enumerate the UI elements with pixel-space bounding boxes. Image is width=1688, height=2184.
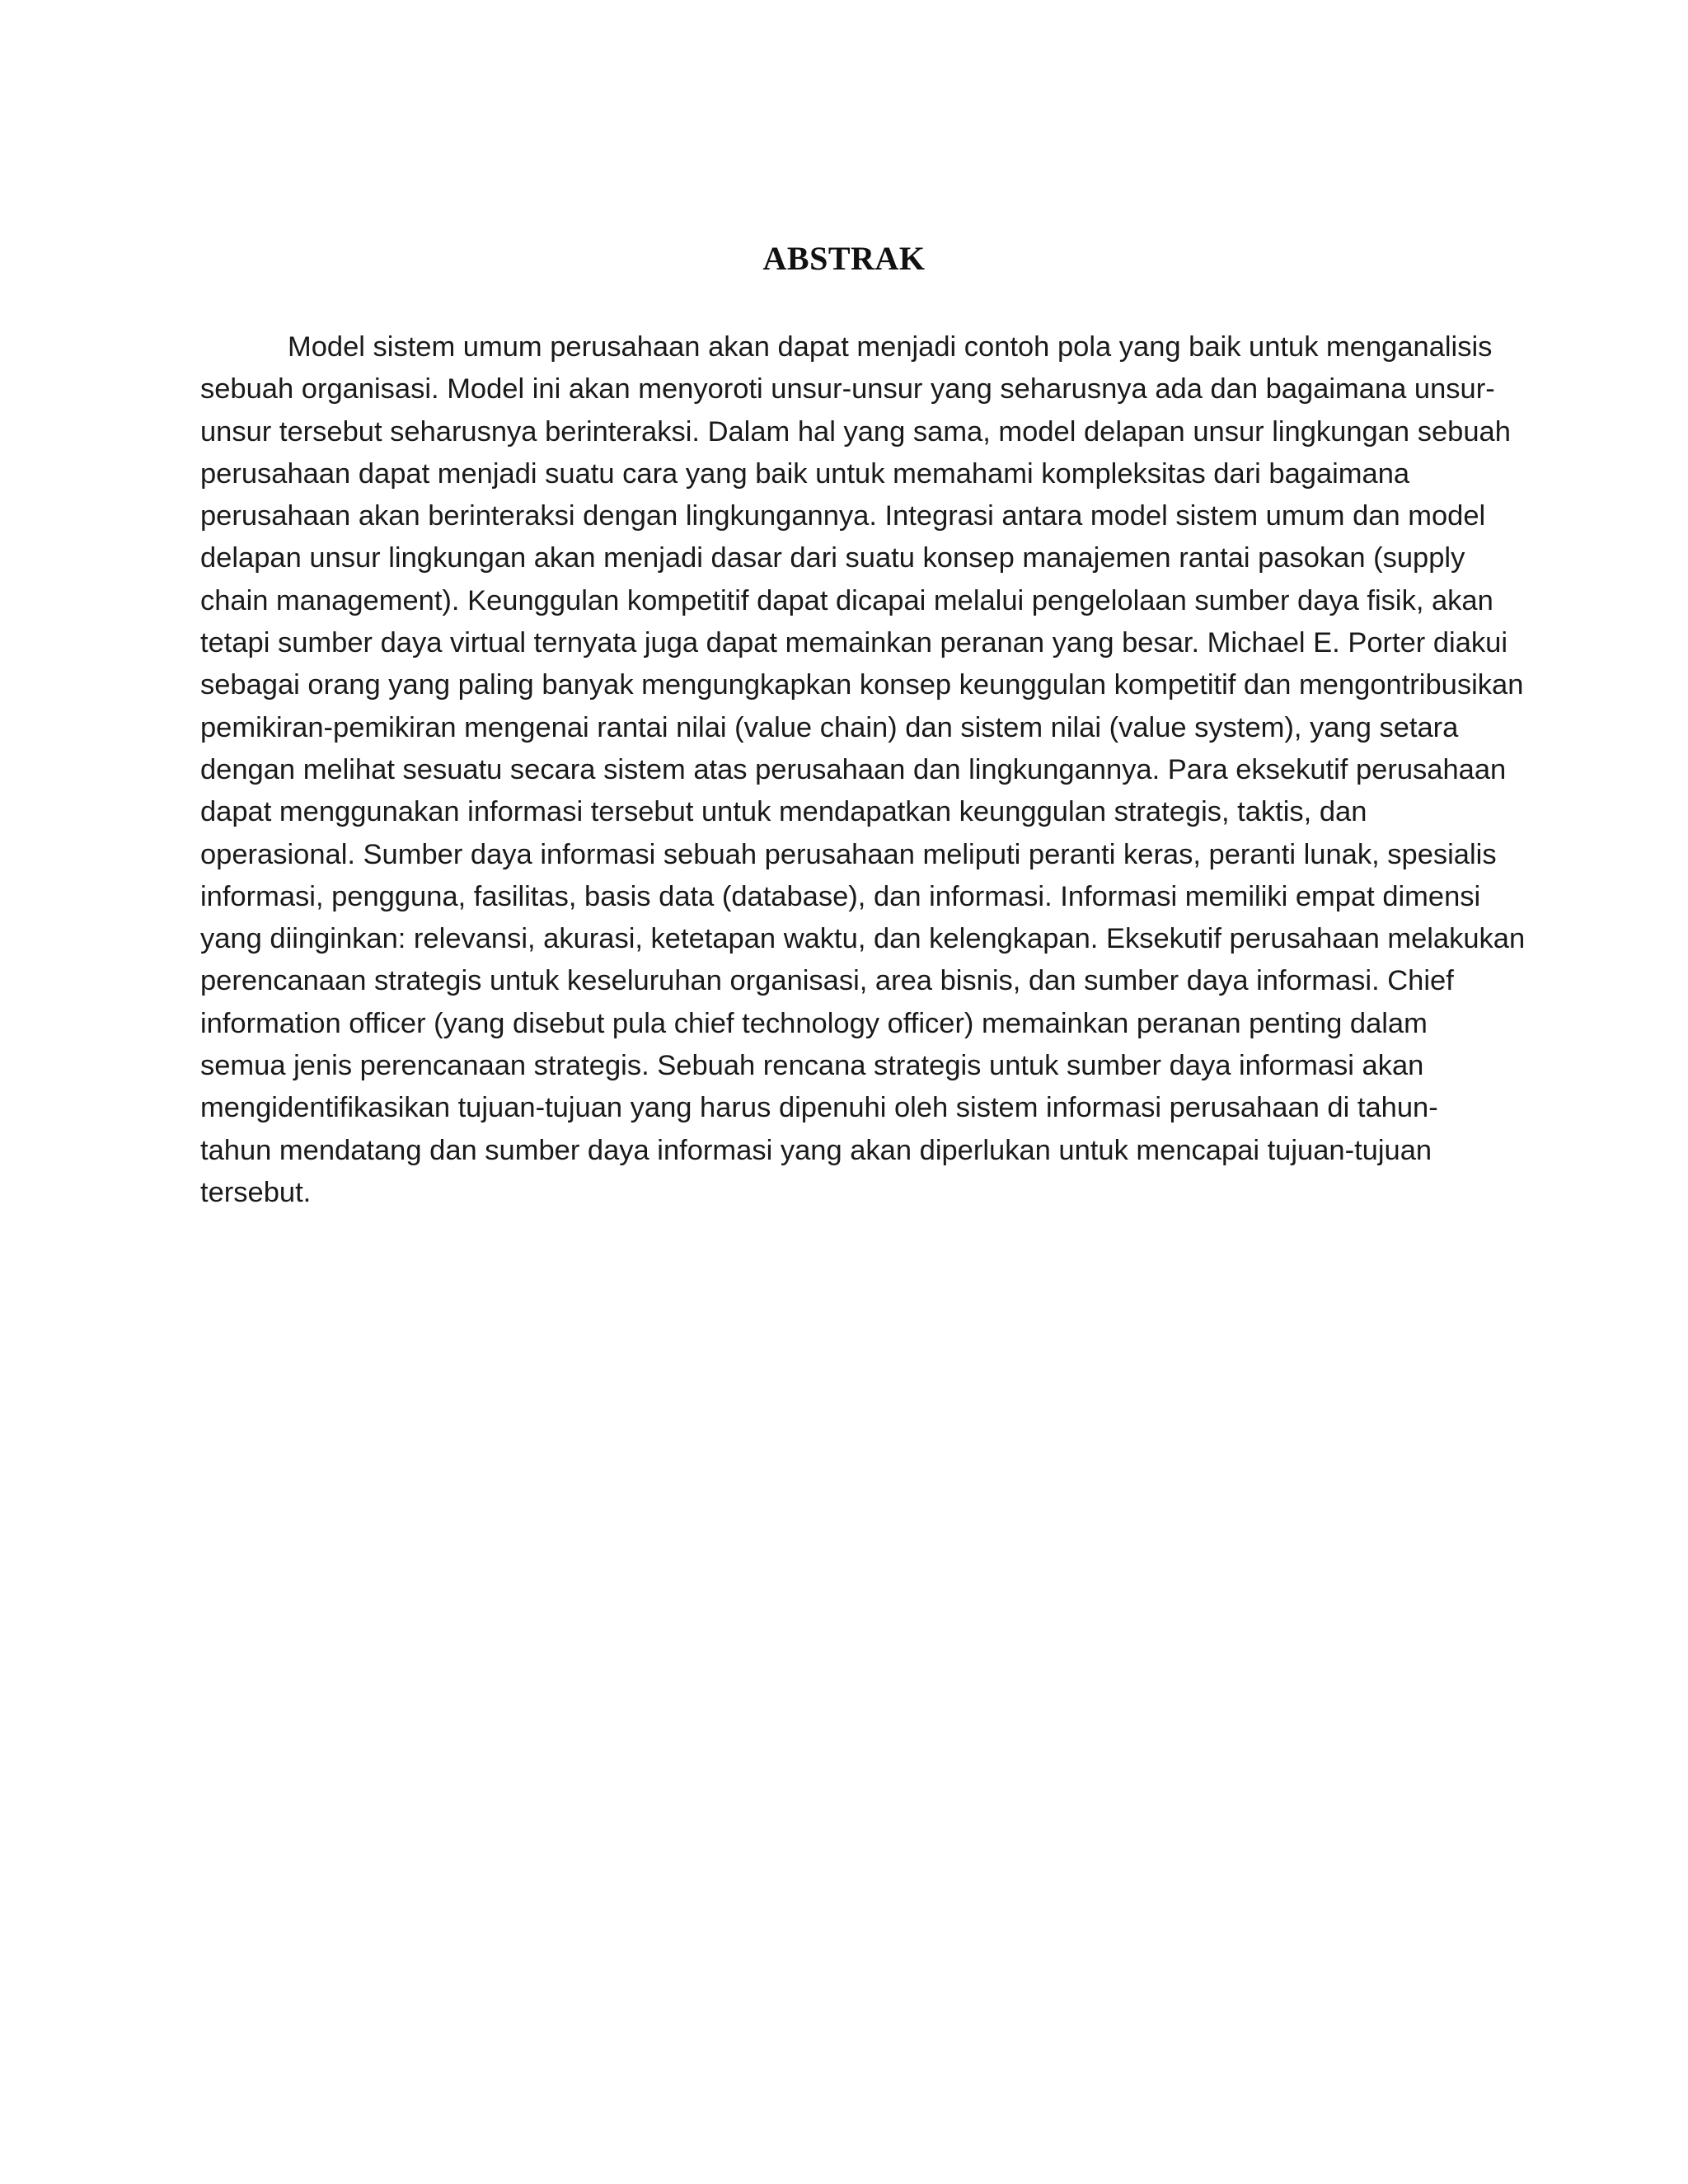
abstract-line: dapat menggunakan informasi tersebut untuk mendapatkan keunggulan strategis, taktis, dan <box>200 796 1367 828</box>
abstract-line: delapan unsur lingkungan akan menjadi dasar dari suatu konsep manajemen rantai pasokan (supply <box>200 542 1465 574</box>
abstract-line: yang diinginkan: relevansi, akurasi, ketetapan waktu, dan kelengkapan. Eksekutif perusahaan melakukan <box>200 923 1526 955</box>
abstract-line: semua jenis perencanaan strategis. Sebuah rencana strategis untuk sumber daya informasi akan <box>200 1050 1424 1082</box>
abstract-paragraph <box>200 326 1526 1214</box>
abstract-line: perusahaan dapat menjadi suatu cara yang baik untuk memahami kompleksitas dari bagaimana <box>200 457 1410 490</box>
abstract-line: operasional. Sumber daya informasi sebuah perusahaan meliputi peranti keras, peranti lunak, spesialis <box>200 838 1497 870</box>
abstract-line: mengidentifikasikan tujuan-tujuan yang harus dipenuhi oleh sistem informasi perusahaan di tahun- <box>200 1092 1438 1124</box>
abstract-line: pemikiran-pemikiran mengenai rantai nilai (value chain) dan sistem nilai (value system), yang setara <box>200 711 1459 743</box>
abstract-line: sebagai orang yang paling banyak mengungkapkan konsep keunggulan kompetitif dan mengontribusikan <box>200 669 1524 701</box>
abstract-line: tetapi sumber daya virtual ternyata juga dapat memainkan peranan yang besar. Michael E. Porter diakui <box>200 627 1507 659</box>
abstract-line: sebuah organisasi. Model ini akan menyoroti unsur-unsur yang seharusnya ada dan bagaimana unsur- <box>200 373 1495 405</box>
abstract-line: dengan melihat sesuatu secara sistem atas perusahaan dan lingkungannya. Para eksekutif perusahaan <box>200 753 1507 785</box>
abstract-line: information officer (yang disebut pula chief technology officer) memainkan peranan penting dalam <box>200 1007 1428 1039</box>
abstract-line: Model sistem umum perusahaan akan dapat menjadi contoh pola yang baik untuk menganalisis <box>288 331 1493 363</box>
abstract-line: perencanaan strategis untuk keseluruhan organisasi, area bisnis, dan sumber daya informasi. Chief <box>200 965 1454 997</box>
abstract-line: unsur tersebut seharusnya berinteraksi. Dalam hal yang sama, model delapan unsur lingkungan sebuah <box>200 415 1511 448</box>
abstract-line: perusahaan akan berinteraksi dengan lingkungannya. Integrasi antara model sistem umum dan model <box>200 500 1486 532</box>
abstract-line: chain management). Keunggulan kompetitif dapat dicapai melalui pengelolaan sumber daya fisik, akan <box>200 584 1493 616</box>
abstract-title: ABSTRAK <box>762 240 926 277</box>
abstract-line: informasi, pengguna, fasilitas, basis data (database), dan informasi. Informasi memiliki empat dimensi <box>200 880 1481 912</box>
abstract-line: tahun mendatang dan sumber daya informasi yang akan diperlukan untuk mencapai tujuan-tujuan <box>200 1134 1432 1166</box>
abstract-line: tersebut. <box>200 1176 312 1208</box>
